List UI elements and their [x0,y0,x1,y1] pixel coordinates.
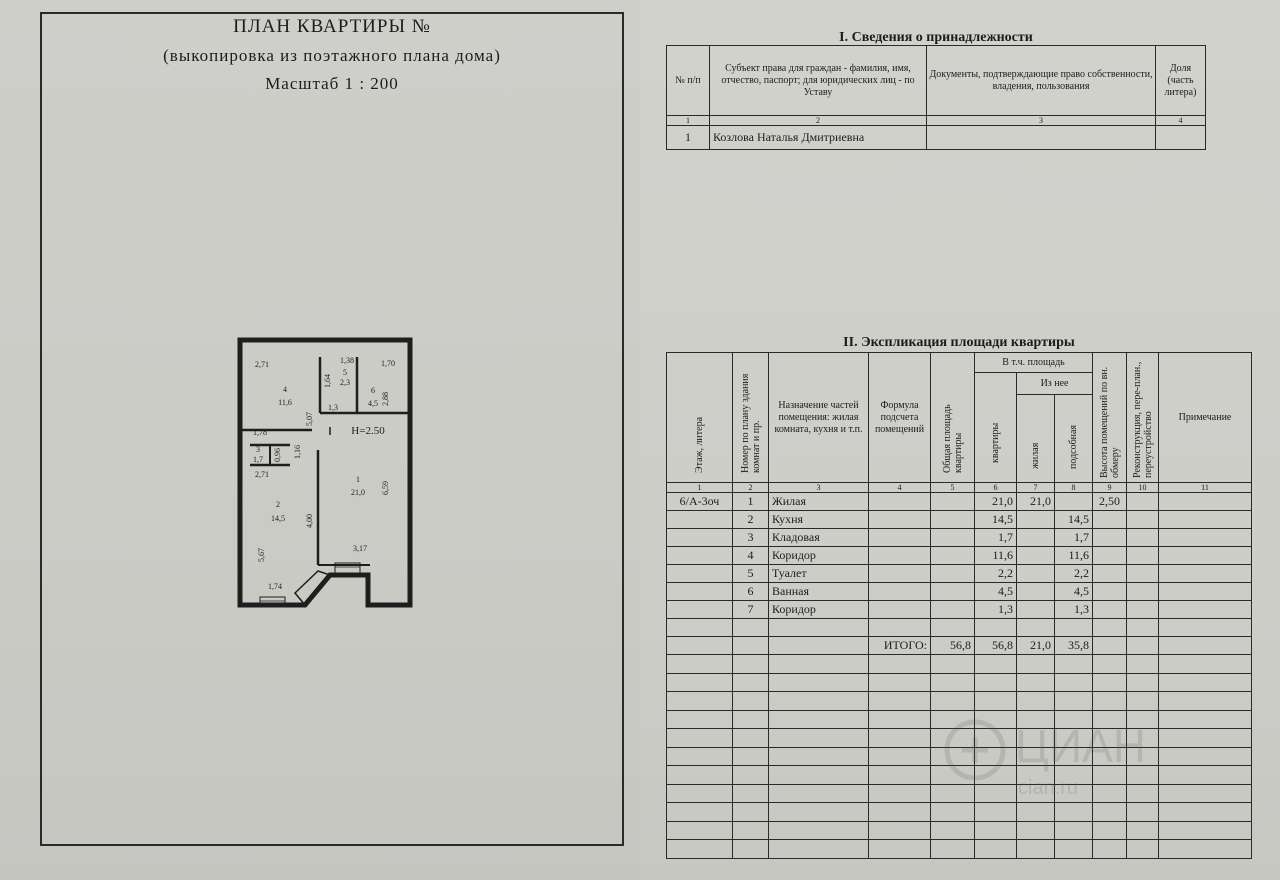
table-row [667,655,1252,674]
cell-recon [1127,511,1159,529]
cell-purpose: Коридор [769,601,869,619]
cell-empty [769,655,869,674]
cell-empty [931,673,975,692]
cell-empty [1017,619,1055,637]
cell-recon [1127,529,1159,547]
plan-title: ПЛАН КВАРТИРЫ № [233,16,431,37]
table-row [667,840,1252,859]
cell-empty [1127,840,1159,859]
cell-purpose: Кухня [769,511,869,529]
cell-floor [667,511,733,529]
cell-empty [667,803,733,822]
cell-empty [869,673,931,692]
cell-empty [1127,673,1159,692]
dim-178: 1,78 [253,428,267,437]
cell-empty [1093,637,1127,655]
cell-room-no: 5 [733,565,769,583]
cell-empty [1093,840,1127,859]
cell-living-area [1017,529,1055,547]
exp-h-recon: Реконструкция, пере-план., переустройство [1131,361,1154,478]
exp-col-11: 11 [1159,483,1252,493]
cell-room-no: 4 [733,547,769,565]
cell-floor [667,583,733,601]
cell-recon [1127,565,1159,583]
cell-empty [769,710,869,729]
explication-title: II. Экспликация площади квартиры [843,335,1075,350]
cell-empty [975,840,1017,859]
cell-flat-area: 11,6 [975,547,1017,565]
cell-aux-area: 11,6 [1055,547,1093,565]
cell-total [931,511,975,529]
plan-subtitle: (выкопировка из поэтажного плана дома) [163,46,501,65]
cell-empty [1055,673,1093,692]
cian-watermark [930,690,1190,810]
cell-floor [667,529,733,547]
cell-empty [667,710,733,729]
cell-empty [769,637,869,655]
cell-empty [667,729,733,748]
cell-total [931,583,975,601]
cell-aux-area: 1,3 [1055,601,1093,619]
dim-288: 2,88 [381,392,390,406]
exp-h-aux: подсобная [1068,424,1080,469]
cell-purpose: Кладовая [769,529,869,547]
cell-empty [1017,655,1055,674]
cell-empty [869,803,931,822]
cell-formula [869,493,931,511]
own-h-num: № п/п [667,46,710,116]
cell-empty [1127,637,1159,655]
cell-aux-area [1055,493,1093,511]
cell-living-area [1017,583,1055,601]
cell-floor [667,565,733,583]
cell-formula [869,601,931,619]
own-col-3: 3 [927,116,1156,126]
room-4-num: 4 [283,385,287,394]
dim-271-mid: 2,71 [255,470,269,479]
cell-empty [733,747,769,766]
own-h-subject: Субъект права для граждан - фамилия, имя, отчество, паспорт; для юридических лиц - по Уставу [710,46,927,116]
cell-total [931,601,975,619]
table-row [667,601,1252,619]
cell-empty [769,803,869,822]
cell-note [1159,583,1252,601]
cell-empty [975,619,1017,637]
cell-empty [1159,637,1252,655]
table-row [667,673,1252,692]
cell-recon [1127,601,1159,619]
cell-empty [733,637,769,655]
cell-note [1159,511,1252,529]
room-6-num: 6 [371,386,375,395]
cell-total [931,529,975,547]
cell-total [931,547,975,565]
cell-empty [733,729,769,748]
own-h-documents: Документы, подтверждающие право собственности, владения, пользования [927,46,1156,116]
cell-empty [1159,619,1252,637]
cell-empty [869,692,931,711]
cell-empty [1127,619,1159,637]
cell-empty [1093,655,1127,674]
cell-empty [769,747,869,766]
table-row [667,821,1252,840]
own-row-name: Козлова Наталья Дмитриевна [710,126,927,150]
cell-recon [1127,547,1159,565]
cell-empty [667,784,733,803]
exp-col-8: 8 [1055,483,1093,493]
cell-empty [869,840,931,859]
cell-empty [1093,821,1127,840]
cell-empty [769,692,869,711]
dim-659: 6,59 [381,481,390,495]
cell-empty [869,710,931,729]
cell-room-no: 2 [733,511,769,529]
own-col-4: 4 [1156,116,1206,126]
dim-116: 1,16 [293,445,302,459]
cell-empty [975,821,1017,840]
cell-flat-area: 21,0 [975,493,1017,511]
cell-empty [667,673,733,692]
cell-totals-aux: 35,8 [1055,637,1093,655]
own-row-share [1156,126,1206,150]
exp-h-purpose: Назначение частей помещения: жилая комната, кухня и т.п. [769,353,869,483]
exp-h-room-no: Номер по плану здания комнат и пр. [739,373,762,473]
exp-col-4: 4 [869,483,931,493]
cell-empty [869,784,931,803]
cell-height [1093,565,1127,583]
cell-empty [1055,619,1093,637]
cell-formula [869,529,931,547]
cell-empty [869,729,931,748]
dim-164: 1,64 [323,374,332,388]
cell-empty [931,619,975,637]
room-1-num: 1 [356,475,360,484]
cell-living-area: 21,0 [1017,493,1055,511]
room-3-num: 3 [256,445,260,454]
cell-empty [769,673,869,692]
exp-h-of-them: Из нее [1017,373,1093,395]
cell-empty [931,655,975,674]
ownership-title: I. Сведения о принадлежности [839,30,1033,45]
dim-507: 5,07 [305,412,314,426]
cell-empty [1159,655,1252,674]
cell-empty [769,766,869,785]
watermark-sub: cian.ru [1018,777,1079,799]
cell-empty [1055,840,1093,859]
ownership-table [666,45,1206,150]
cell-empty [869,821,931,840]
cell-room-no: 7 [733,601,769,619]
cell-floor: 6/А-3оч [667,493,733,511]
exp-h-formula: Формула подсчета помещений [869,353,931,483]
exp-col-7: 7 [1017,483,1055,493]
room-5-num: 5 [343,368,347,377]
cell-empty [1017,821,1055,840]
cell-height [1093,583,1127,601]
exp-h-incl: В т.ч. площадь [975,353,1093,373]
own-row-num: 1 [667,126,710,150]
cell-room-no: 3 [733,529,769,547]
cell-empty [667,840,733,859]
cell-room-no: 1 [733,493,769,511]
cell-note [1159,565,1252,583]
cell-empty [733,784,769,803]
cell-floor [667,601,733,619]
dim-317: 3,17 [353,544,367,553]
cell-empty [1093,619,1127,637]
exp-h-flats: квартиры [990,422,1001,463]
cell-note [1159,547,1252,565]
cell-formula [869,511,931,529]
cell-note [1159,529,1252,547]
exp-h-total: Общая площадь квартиры [941,403,964,473]
cell-empty [769,619,869,637]
room-1-area: 21,0 [351,488,365,497]
dim-096: 0,96 [273,448,282,462]
dim-170: 1,70 [381,359,395,368]
exp-h-note: Примечание [1159,353,1252,483]
cell-empty [1055,821,1093,840]
room-2-num: 2 [276,500,280,509]
exp-h-living: жилая [1030,442,1041,469]
cell-note [1159,601,1252,619]
cell-height [1093,529,1127,547]
cell-purpose: Коридор [769,547,869,565]
cell-empty [1055,655,1093,674]
cell-empty [733,619,769,637]
exp-col-3: 3 [769,483,869,493]
cell-empty [733,821,769,840]
cell-room-no: 6 [733,583,769,601]
cell-aux-area: 2,2 [1055,565,1093,583]
cell-empty [1127,655,1159,674]
cell-empty [931,821,975,840]
exp-col-1: 1 [667,483,733,493]
cell-empty [769,784,869,803]
cell-empty [1159,840,1252,859]
cell-aux-area: 1,7 [1055,529,1093,547]
cell-empty [733,766,769,785]
table-row [667,511,1252,529]
cell-empty [733,673,769,692]
cell-empty [733,710,769,729]
table-row [667,547,1252,565]
cell-empty [667,692,733,711]
cell-empty [975,673,1017,692]
cell-height [1093,601,1127,619]
dim-400: 4,00 [305,514,314,528]
cell-totals-flat: 56,8 [975,637,1017,655]
height-label: Н=2.50 [351,425,385,437]
room-4-area: 11,6 [278,398,292,407]
cell-empty [1017,840,1055,859]
cell-totals-total: 56,8 [931,637,975,655]
cell-floor [667,547,733,565]
totals-row [667,637,1252,655]
cell-recon [1127,583,1159,601]
cell-empty [667,619,733,637]
exp-col-2: 2 [733,483,769,493]
cell-living-area [1017,601,1055,619]
cell-empty [1127,821,1159,840]
cell-empty [869,619,931,637]
cell-empty [733,655,769,674]
exp-col-10: 10 [1127,483,1159,493]
exp-h-floor: Этаж, литера [694,416,705,473]
room-3-area: 1,7 [253,455,263,464]
cell-living-area [1017,511,1055,529]
dim-174: 1,74 [268,582,282,591]
cell-empty [769,729,869,748]
own-row-documents [927,126,1156,150]
cell-empty [667,637,733,655]
dim-567: 5,67 [257,548,266,562]
cell-empty [667,747,733,766]
cell-flat-area: 14,5 [975,511,1017,529]
cell-empty [869,766,931,785]
watermark-text: ЦИАН [1015,720,1146,772]
cell-totals-label: ИТОГО: [869,637,931,655]
room-6-area: 4,5 [368,399,378,408]
exp-col-5: 5 [931,483,975,493]
cell-total [931,565,975,583]
cell-note [1159,493,1252,511]
plan-scale: Масштаб 1 : 200 [265,74,399,93]
table-row [667,493,1252,511]
table-row [667,565,1252,583]
cell-empty [931,840,975,859]
cell-empty [975,655,1017,674]
cell-flat-area: 1,3 [975,601,1017,619]
cell-empty [869,747,931,766]
cell-purpose: Жилая [769,493,869,511]
cell-height [1093,511,1127,529]
own-h-share: Доля (часть литера) [1156,46,1206,116]
dim-138: 1,38 [340,356,354,365]
cell-flat-area: 2,2 [975,565,1017,583]
cell-empty [1159,821,1252,840]
cell-empty [1159,673,1252,692]
room-7-area: 1,3 [328,403,338,412]
cell-total [931,493,975,511]
cell-empty [667,821,733,840]
cell-height: 2,50 [1093,493,1127,511]
cell-empty [1093,673,1127,692]
cell-empty [1017,673,1055,692]
cell-empty [733,803,769,822]
cell-recon [1127,493,1159,511]
own-row [667,126,1206,150]
cell-empty [733,692,769,711]
cell-flat-area: 1,7 [975,529,1017,547]
cell-totals-living: 21,0 [1017,637,1055,655]
cell-formula [869,565,931,583]
table-row [667,619,1252,637]
exp-h-height: Высота помещений по вн. обмеру [1098,366,1121,478]
cell-purpose: Ванная [769,583,869,601]
room-2-area: 14,5 [271,514,285,523]
own-col-1: 1 [667,116,710,126]
cell-purpose: Туалет [769,565,869,583]
exp-col-6: 6 [975,483,1017,493]
room-5-area: 2,3 [340,378,350,387]
cell-empty [667,766,733,785]
cell-height [1093,547,1127,565]
cell-aux-area: 4,5 [1055,583,1093,601]
cell-aux-area: 14,5 [1055,511,1093,529]
cell-flat-area: 4,5 [975,583,1017,601]
cell-living-area [1017,565,1055,583]
table-row [667,529,1252,547]
cell-empty [667,655,733,674]
cell-empty [733,840,769,859]
cell-living-area [1017,547,1055,565]
own-col-2: 2 [710,116,927,126]
table-row [667,583,1252,601]
cell-formula [869,583,931,601]
dim-271-top: 2,71 [255,360,269,369]
exp-col-9: 9 [1093,483,1127,493]
cell-empty [769,821,869,840]
cell-formula [869,547,931,565]
floor-plan [230,335,420,615]
cell-empty [769,840,869,859]
cell-empty [869,655,931,674]
